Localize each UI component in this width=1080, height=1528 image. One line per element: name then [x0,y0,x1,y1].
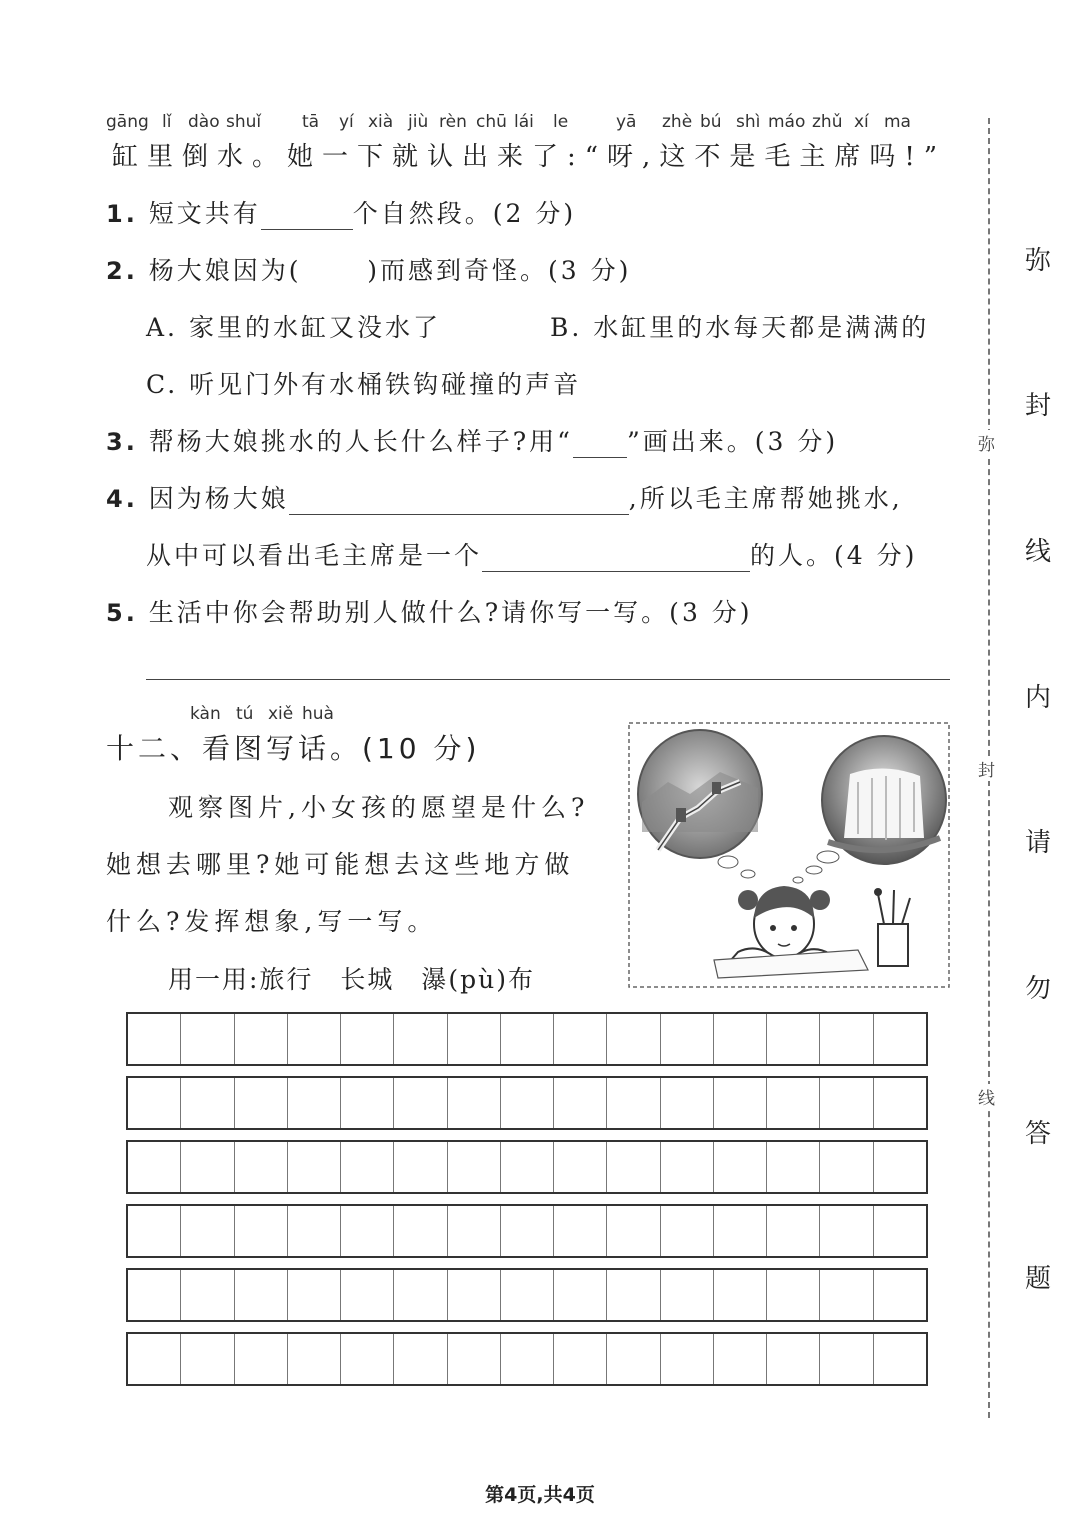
section-title: 十二、看图写话。(10 分) [106,732,481,765]
page-number: 第4页,共4页 [485,1484,595,1506]
grid-cell[interactable] [874,1142,926,1192]
pinyin: tā [302,112,320,132]
pinyin: dào [188,112,220,132]
question-text: ,所以毛主席帮她挑水, [628,484,903,513]
seal-warning-char: 请 [1025,828,1052,858]
pinyin: yí [339,112,354,132]
option-c[interactable]: C. 听见门外有水桶铁钩碰撞的声音 [146,370,582,399]
question-number: 1. [106,200,138,228]
grid-cell[interactable] [874,1206,926,1256]
word-bank: 用一用:旅行 长城 瀑(pù)布 [168,965,536,994]
grid-cell[interactable] [820,1334,873,1384]
prompt-line: 她想去哪里?她可能想去这些地方做 [106,850,575,879]
grid-cell[interactable] [661,1270,714,1320]
grid-cell[interactable] [767,1270,820,1320]
grid-cell[interactable] [820,1142,873,1192]
pinyin: jiù [408,112,429,132]
grid-cell[interactable] [181,1206,234,1256]
grid-cell[interactable] [394,1270,447,1320]
grid-cell[interactable] [448,1270,501,1320]
grid-cell[interactable] [874,1270,926,1320]
grid-cell[interactable] [874,1334,926,1384]
grid-cell[interactable] [714,1206,767,1256]
grid-cell[interactable] [394,1078,447,1128]
grid-cell[interactable] [714,1270,767,1320]
grid-cell[interactable] [714,1078,767,1128]
grid-cell[interactable] [607,1078,660,1128]
question-1 [106,194,576,230]
grid-cell[interactable] [554,1206,607,1256]
question-text: ”画出来。(3 分) [626,427,839,456]
grid-cell[interactable] [128,1014,181,1064]
question-number: 5. [106,599,138,627]
grid-cell[interactable] [714,1142,767,1192]
grid-cell[interactable] [554,1142,607,1192]
prompt-line: 什么?发挥想象,写一写。 [106,907,438,936]
grid-cell[interactable] [501,1142,554,1192]
prompt-line: 观察图片,小女孩的愿望是什么? [168,793,590,822]
pinyin: shuǐ [226,112,262,132]
question-text: 从中可以看出毛主席是一个 [146,541,483,570]
seal-warning-char: 弥 [1025,246,1052,276]
grid-cell[interactable] [501,1014,554,1064]
grid-cell[interactable] [288,1334,341,1384]
grid-cell[interactable] [767,1078,820,1128]
seal-warning-char: 封 [1025,391,1052,421]
grid-cell[interactable] [607,1142,660,1192]
grid-cell[interactable] [128,1270,181,1320]
grid-cell[interactable] [235,1078,288,1128]
grid-cell[interactable] [607,1270,660,1320]
pinyin: rèn [439,112,467,132]
grid-cell[interactable] [235,1270,288,1320]
section12-pinyin-row [0,704,600,726]
question-text: 个自然段。(2 分) [352,199,577,228]
grid-cell[interactable] [874,1014,926,1064]
grid-cell[interactable] [288,1270,341,1320]
question-text: 帮杨大娘挑水的人长什么样子?用“ [148,427,573,456]
grid-row [126,1140,928,1194]
question-number: 2. [106,257,138,285]
grid-cell[interactable] [341,1206,394,1256]
question-number: 3. [106,428,138,456]
answer-blank[interactable] [573,431,627,458]
answer-blank[interactable] [261,203,353,230]
grid-cell[interactable] [554,1078,607,1128]
pinyin: shì [736,112,761,132]
grid-row [126,1268,928,1322]
seal-warning-char: 勿 [1025,974,1052,1004]
grid-cell[interactable] [767,1014,820,1064]
pinyin: chū [476,112,507,132]
grid-cell[interactable] [714,1014,767,1064]
grid-cell[interactable] [341,1334,394,1384]
answer-blank[interactable] [482,545,750,572]
pinyin: bú [700,112,722,132]
grid-cell[interactable] [341,1270,394,1320]
pinyin: kàn [190,704,221,724]
grid-cell[interactable] [288,1078,341,1128]
grid-cell[interactable] [448,1078,501,1128]
pinyin: xiě [268,704,294,724]
grid-cell[interactable] [341,1014,394,1064]
grid-cell[interactable] [235,1014,288,1064]
pinyin: le [553,112,569,132]
grid-cell[interactable] [554,1334,607,1384]
grid-cell[interactable] [128,1142,181,1192]
grid-cell[interactable] [501,1270,554,1320]
question-2 [106,251,631,287]
grid-cell[interactable] [607,1334,660,1384]
grid-cell[interactable] [288,1014,341,1064]
grid-cell[interactable] [181,1142,234,1192]
passage-pinyin-row [0,112,1080,134]
grid-cell[interactable] [128,1334,181,1384]
grid-cell[interactable] [767,1206,820,1256]
grid-cell[interactable] [501,1078,554,1128]
grid-row [126,1332,928,1386]
question-text: 生活中你会帮助别人做什么?请你写一写。(3 分) [148,598,753,627]
grid-cell[interactable] [661,1334,714,1384]
question-text: 杨大娘因为( )而感到奇怪。(3 分) [148,256,632,285]
grid-cell[interactable] [181,1078,234,1128]
grid-cell[interactable] [820,1014,873,1064]
grid-cell[interactable] [181,1014,234,1064]
option-a[interactable]: A. 家里的水缸又没水了 [146,313,441,342]
waterfall-image [822,736,946,864]
grid-cell[interactable] [394,1014,447,1064]
grid-cell[interactable] [341,1078,394,1128]
grid-cell[interactable] [714,1334,767,1384]
pinyin: tú [236,704,254,724]
grid-cell[interactable] [820,1270,873,1320]
grid-cell[interactable] [607,1014,660,1064]
grid-cell[interactable] [767,1334,820,1384]
grid-cell[interactable] [128,1206,181,1256]
grid-cell[interactable] [181,1334,234,1384]
grid-cell[interactable] [661,1014,714,1064]
grid-cell[interactable] [820,1206,873,1256]
pinyin: zhǔ [812,112,843,132]
grid-cell[interactable] [874,1078,926,1128]
grid-cell[interactable] [661,1078,714,1128]
grid-cell[interactable] [501,1334,554,1384]
grid-row [126,1076,928,1130]
question-4 [106,479,903,515]
pinyin: yā [616,112,637,132]
grid-cell[interactable] [235,1206,288,1256]
grid-cell[interactable] [394,1334,447,1384]
pinyin: lái [514,112,534,132]
grid-cell[interactable] [448,1334,501,1384]
pinyin: máo [768,112,806,132]
grid-cell[interactable] [448,1014,501,1064]
pinyin: lǐ [162,112,172,132]
question-5 [106,593,753,629]
seal-warning-char: 线 [1025,537,1052,567]
option-b[interactable]: B. 水缸里的水每天都是满满的 [550,313,930,342]
grid-cell[interactable] [394,1206,447,1256]
grid-cell[interactable] [288,1206,341,1256]
passage-line: 缸里倒水。她一下就认出来了:“呀,这不是毛主席吗!” [112,142,947,172]
pinyin: ma [884,112,911,132]
question-number: 4. [106,485,138,513]
grid-cell[interactable] [767,1142,820,1192]
pinyin: huà [302,704,334,724]
grid-cell[interactable] [554,1270,607,1320]
grid-cell[interactable] [554,1014,607,1064]
grid-cell[interactable] [661,1142,714,1192]
seal-label-small: 封 [978,756,995,781]
grid-cell[interactable] [128,1078,181,1128]
pinyin: gāng [106,112,149,132]
grid-row [126,1012,928,1066]
pinyin: xí [854,112,869,132]
grid-cell[interactable] [607,1206,660,1256]
grid-cell[interactable] [341,1142,394,1192]
grid-cell[interactable] [181,1270,234,1320]
grid-row [126,1204,928,1258]
seal-label-small: 线 [978,1084,995,1109]
pinyin: zhè [662,112,693,132]
grid-cell[interactable] [501,1206,554,1256]
question-text: 因为杨大娘 [148,484,289,513]
seal-label-small: 弥 [978,430,995,455]
grid-cell[interactable] [448,1206,501,1256]
question-4-line-2 [146,536,917,572]
grid-cell[interactable] [235,1334,288,1384]
answer-line[interactable] [146,679,950,680]
question-text: 的人。(4 分) [750,541,918,570]
grid-cell[interactable] [288,1142,341,1192]
grid-cell[interactable] [820,1078,873,1128]
grid-cell[interactable] [448,1142,501,1192]
answer-blank[interactable] [289,488,629,515]
seal-warning-char: 答 [1025,1119,1052,1149]
pinyin: xià [368,112,394,132]
illustration [628,722,950,988]
seal-warning-char: 题 [1025,1264,1052,1294]
question-text: 短文共有 [148,199,261,228]
seal-warning-char: 内 [1025,683,1052,713]
question-3 [106,422,838,458]
grid-cell[interactable] [235,1142,288,1192]
great-wall-image [638,730,762,858]
grid-cell[interactable] [661,1206,714,1256]
grid-cell[interactable] [394,1142,447,1192]
